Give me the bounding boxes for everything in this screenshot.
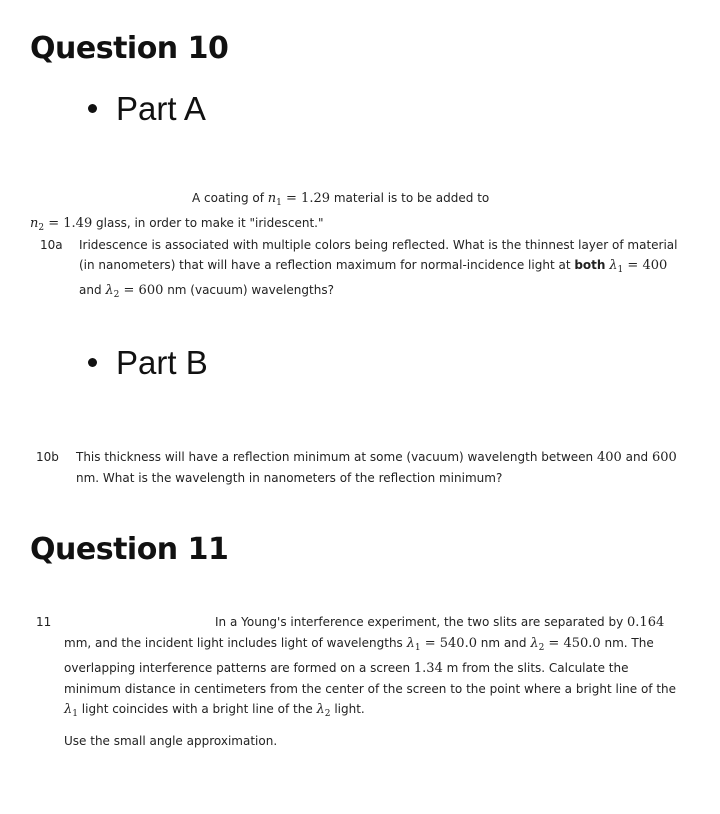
- part-b-heading: [88, 344, 208, 382]
- bullet-icon: [88, 358, 97, 367]
- bullet-icon: [88, 104, 97, 113]
- question-11-note: Use the small angle approximation.: [64, 734, 278, 748]
- part-a-intro: A coating of $n_1 = 1.29$ material is to be added to $n_2 = 1.49$ glass, in order to make it "iridescent.": [30, 191, 490, 233]
- question-number-11: 11: [36, 615, 52, 629]
- question-11-text: In a Young's interference experiment, the two slits are separated by 0.164 mm, and the incident light includes light of wavelengths $\lambda_1 = 540.0$ nm and $\lambda_2 = 450.0$ nm. The overlapping interference patterns are formed on a screen 1.34 m from the slits. Calculate the minimum distance in centimeters from the center of the screen to the point where a bright line of the $\lambda_1$ light coincides with a bright line of the $\lambda_2$ light.: [64, 615, 677, 719]
- question-number-10a: 10a: [40, 238, 63, 252]
- question-11-title: Question 11: [30, 532, 229, 567]
- part-a-label: Part A: [116, 90, 206, 127]
- question-number-10b: 10b: [36, 450, 59, 464]
- part-a-heading: [88, 90, 206, 128]
- part-b-label: Part B: [116, 344, 208, 381]
- question-10-title: Question 10: [30, 31, 229, 66]
- question-10b-text: This thickness will have a reflection minimum at some (vacuum) wavelength between 400 and 600 nm. What is the wavelength in nanometers of the reflection minimum?: [76, 450, 677, 485]
- question-10a-text: Iridescence is associated with multiple colors being reflected. What is the thinnest layer of material (in nanometers) that will have a reflection maximum for normal-incidence light at both $\lambda_1 = 400$ and $\lambda_2 = 600$ nm (vacuum) wavelengths?: [79, 238, 678, 300]
